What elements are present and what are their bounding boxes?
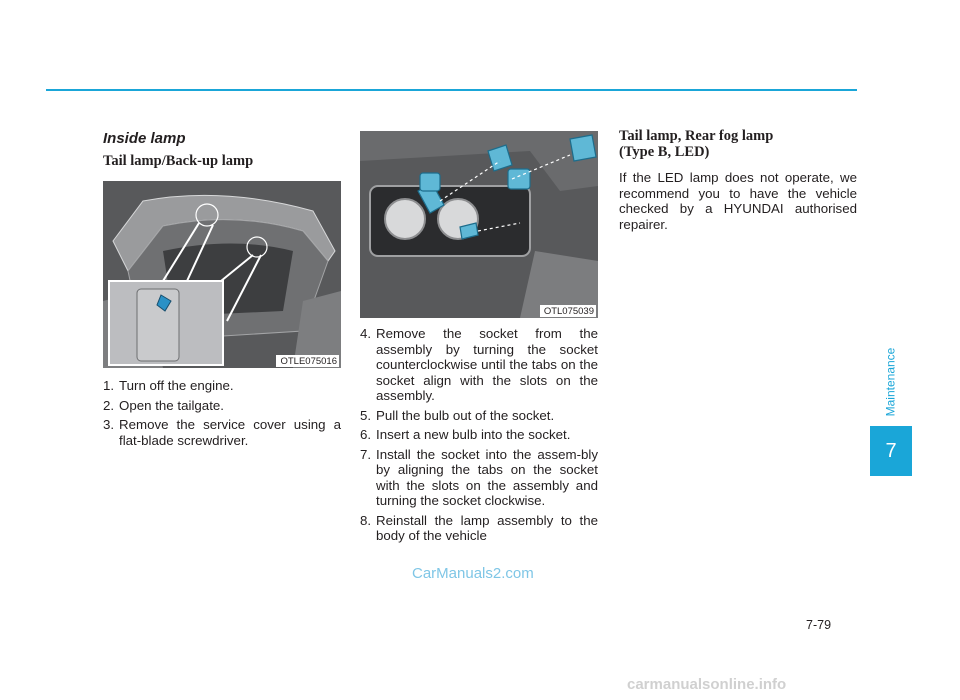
middle-column: [360, 131, 598, 548]
lamp-socket-illustration: [360, 131, 598, 318]
list-item: [360, 447, 598, 509]
tailgate-illustration: [103, 181, 341, 368]
list-item: [103, 378, 341, 394]
sub-heading-tail-lamp: Tail lamp/Back-up lamp: [103, 153, 254, 169]
chapter-label: [877, 345, 903, 419]
steps-list-left: [103, 378, 341, 448]
list-item: [360, 427, 598, 443]
sub-heading-line-2: (Type B, LED): [619, 144, 710, 160]
step-text: Insert a new bulb into the socket.: [376, 427, 571, 442]
watermark-top[interactable]: CarManuals2.com: [412, 565, 534, 582]
step-text: Reinstall the lamp assembly to the body of the vehicle: [376, 512, 598, 543]
step-number: 6.: [360, 427, 372, 442]
watermark-bottom[interactable]: carmanualsonline.info: [627, 676, 787, 693]
header-rule: [46, 89, 857, 91]
list-item: [360, 513, 598, 544]
chapter-number: 7: [885, 439, 897, 462]
figure-code-left: OTLE075016: [276, 355, 339, 367]
step-text: Pull the bulb out of the socket.: [376, 407, 555, 423]
list-item: [103, 398, 341, 414]
step-text: Remove the service cover using a flat-blade screwdriver.: [119, 417, 341, 448]
tailgate-drawing: [103, 181, 341, 368]
left-column: [103, 120, 341, 452]
step-number: 4.: [360, 326, 372, 341]
steps-list-middle: [360, 326, 598, 544]
chapter-tab[interactable]: [870, 426, 912, 476]
chapter-label-text: Maintenance: [883, 347, 897, 417]
step-number: 7.: [360, 446, 372, 462]
step-number: 3.: [103, 417, 115, 432]
right-column: [619, 120, 857, 232]
step-text: Remove the socket from the assembly by turning the socket counterclockwise until the tabs on the socket align with the slots on the assembly.: [376, 326, 598, 403]
page-number: 7-79: [806, 618, 832, 632]
step-number: 8.: [360, 512, 372, 528]
section-title: Inside lamp: [103, 130, 186, 147]
step-number: 1.: [103, 378, 115, 393]
sub-heading-led: [619, 128, 857, 160]
sub-heading-line-1: Tail lamp, Rear fog lamp: [619, 128, 774, 144]
list-item: [103, 417, 341, 448]
list-item: [360, 326, 598, 404]
list-item: [360, 408, 598, 424]
step-number: 2.: [103, 397, 115, 413]
figure-code-middle: OTL075039: [540, 305, 596, 317]
led-notice-text: If the LED lamp does not operate, we recommend you to have the vehicle checked by a HYUNDAI authorised repairer.: [619, 170, 857, 232]
step-text: Turn off the engine.: [119, 378, 234, 393]
step-text: Install the socket into the assem-bly by aligning the tabs on the socket with the slots on the assembly and turning the socket clockwise.: [376, 446, 598, 508]
socket-drawing: [360, 131, 598, 318]
step-text: Open the tailgate.: [119, 397, 224, 413]
step-number: 5.: [360, 407, 372, 423]
